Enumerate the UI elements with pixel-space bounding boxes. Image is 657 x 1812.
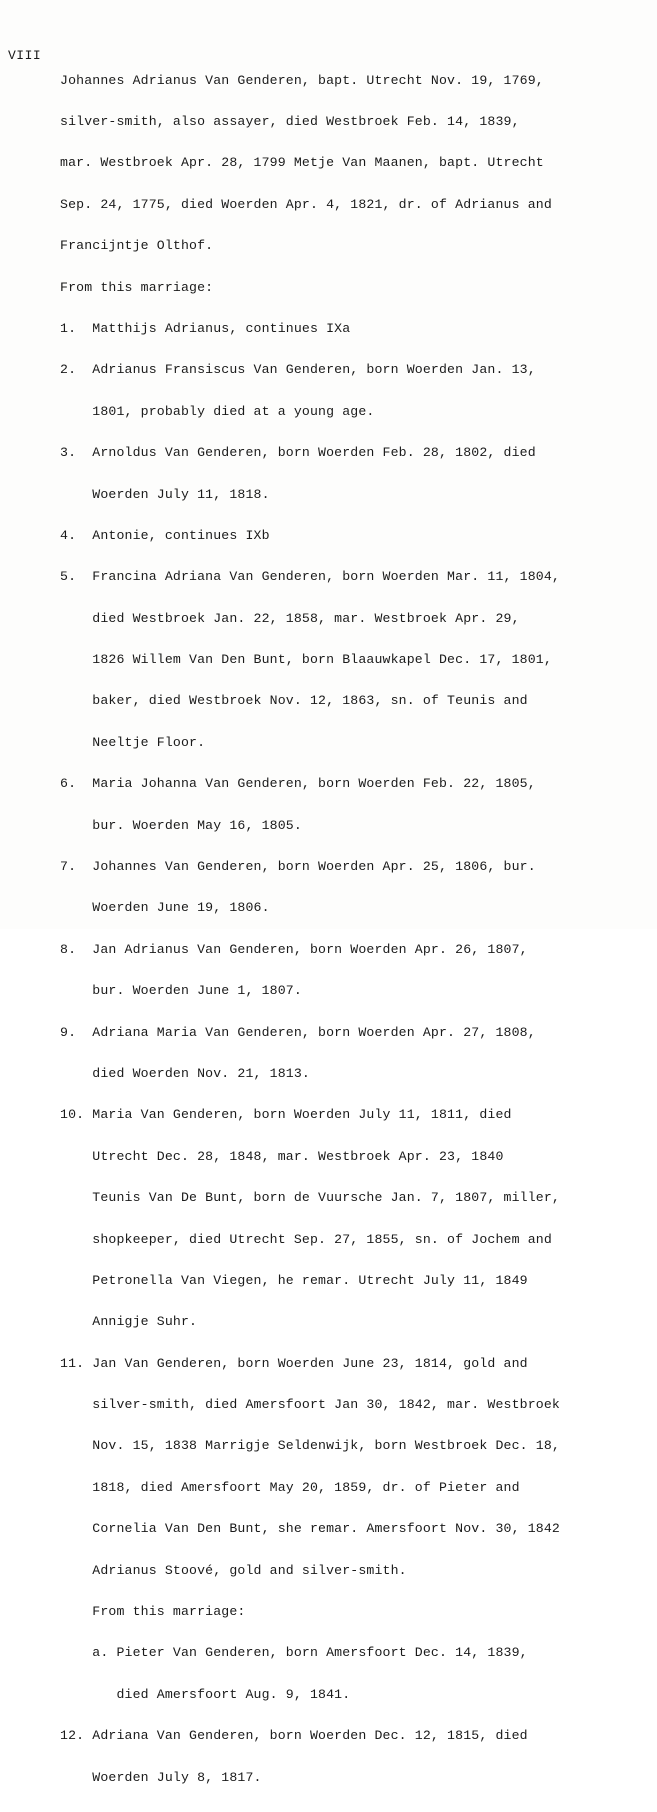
- text-line: 1826 Willem Van Den Bunt, born Blaauwkapel Dec. 17, 1801,: [60, 652, 552, 668]
- text-line: died Amersfoort Aug. 9, 1841.: [60, 1686, 351, 1702]
- grandchild-entry-a: a. Pieter Van Genderen, born Amersfoort Dec. 14, 1839,: [60, 1645, 528, 1661]
- text-line: mar. Westbroek Apr. 28, 1799 Metje Van Maanen, bapt. Utrecht: [60, 155, 544, 171]
- child-entry-11: 11. Jan Van Genderen, born Woerden June 23, 1814, gold and: [60, 1355, 528, 1371]
- text-line: Utrecht Dec. 28, 1848, mar. Westbroek Apr. 23, 1840: [60, 1148, 504, 1164]
- text-line: bur. Woerden June 1, 1807.: [60, 983, 302, 999]
- text-line: Petronella Van Viegen, he remar. Utrecht July 11, 1849: [60, 1272, 528, 1288]
- text-line: Neeltje Floor.: [60, 734, 206, 750]
- child-entry-3: 3. Arnoldus Van Genderen, born Woerden Feb. 28, 1802, died: [60, 445, 536, 461]
- text-line: shopkeeper, died Utrecht Sep. 27, 1855, sn. of Jochem and: [60, 1231, 552, 1247]
- text-line: From this marriage:: [60, 1604, 246, 1620]
- text-line: Annigje Suhr.: [60, 1314, 198, 1330]
- text-line: silver-smith, also assayer, died Westbroek Feb. 14, 1839,: [60, 113, 520, 129]
- child-entry-9: 9. Adriana Maria Van Genderen, born Woerden Apr. 27, 1808,: [60, 1024, 536, 1040]
- text-line: Woerden June 19, 1806.: [60, 900, 270, 916]
- section-number: VIII: [8, 48, 42, 63]
- text-line: Sep. 24, 1775, died Woerden Apr. 4, 1821, dr. of Adrianus and: [60, 196, 552, 212]
- child-entry-12: 12. Adriana Van Genderen, born Woerden Dec. 12, 1815, died: [60, 1728, 528, 1744]
- text-line: Woerden July 8, 1817.: [60, 1769, 262, 1785]
- text-line: Woerden July 11, 1818.: [60, 486, 270, 502]
- child-entry-4: 4. Antonie, continues IXb: [60, 527, 270, 543]
- child-entry-8: 8. Jan Adrianus Van Genderen, born Woerden Apr. 26, 1807,: [60, 941, 528, 957]
- text-line: died Westbroek Jan. 22, 1858, mar. Westbroek Apr. 29,: [60, 610, 520, 626]
- text-line: Francijntje Olthof.: [60, 238, 214, 254]
- genealogy-text: [60, 46, 650, 1812]
- text-line: died Woerden Nov. 21, 1813.: [60, 1065, 310, 1081]
- text-line: bur. Woerden May 16, 1805.: [60, 817, 302, 833]
- child-entry-6: 6. Maria Johanna Van Genderen, born Woerden Feb. 22, 1805,: [60, 776, 536, 792]
- text-line: Nov. 15, 1838 Marrigje Seldenwijk, born Westbroek Dec. 18,: [60, 1438, 560, 1454]
- text-line: Cornelia Van Den Bunt, she remar. Amersfoort Nov. 30, 1842: [60, 1521, 560, 1537]
- text-line: 1801, probably died at a young age.: [60, 403, 375, 419]
- text-line: Adrianus Stoové, gold and silver-smith.: [60, 1562, 407, 1578]
- child-entry-7: 7. Johannes Van Genderen, born Woerden Apr. 25, 1806, bur.: [60, 859, 536, 875]
- text-line: Teunis Van De Bunt, born de Vuursche Jan. 7, 1807, miller,: [60, 1190, 560, 1206]
- text-line: Johannes Adrianus Van Genderen, bapt. Utrecht Nov. 19, 1769,: [60, 72, 544, 88]
- child-entry-1: 1. Matthijs Adrianus, continues IXa: [60, 320, 351, 336]
- child-entry-2: 2. Adrianus Fransiscus Van Genderen, born Woerden Jan. 13,: [60, 362, 536, 378]
- child-entry-10: 10. Maria Van Genderen, born Woerden July 11, 1811, died: [60, 1107, 512, 1123]
- text-line: silver-smith, died Amersfoort Jan 30, 1842, mar. Westbroek: [60, 1397, 560, 1413]
- text-line: From this marriage:: [60, 279, 214, 295]
- child-entry-5: 5. Francina Adriana Van Genderen, born Woerden Mar. 11, 1804,: [60, 569, 560, 585]
- text-line: 1818, died Amersfoort May 20, 1859, dr. of Pieter and: [60, 1479, 520, 1495]
- text-line: baker, died Westbroek Nov. 12, 1863, sn. of Teunis and: [60, 693, 528, 709]
